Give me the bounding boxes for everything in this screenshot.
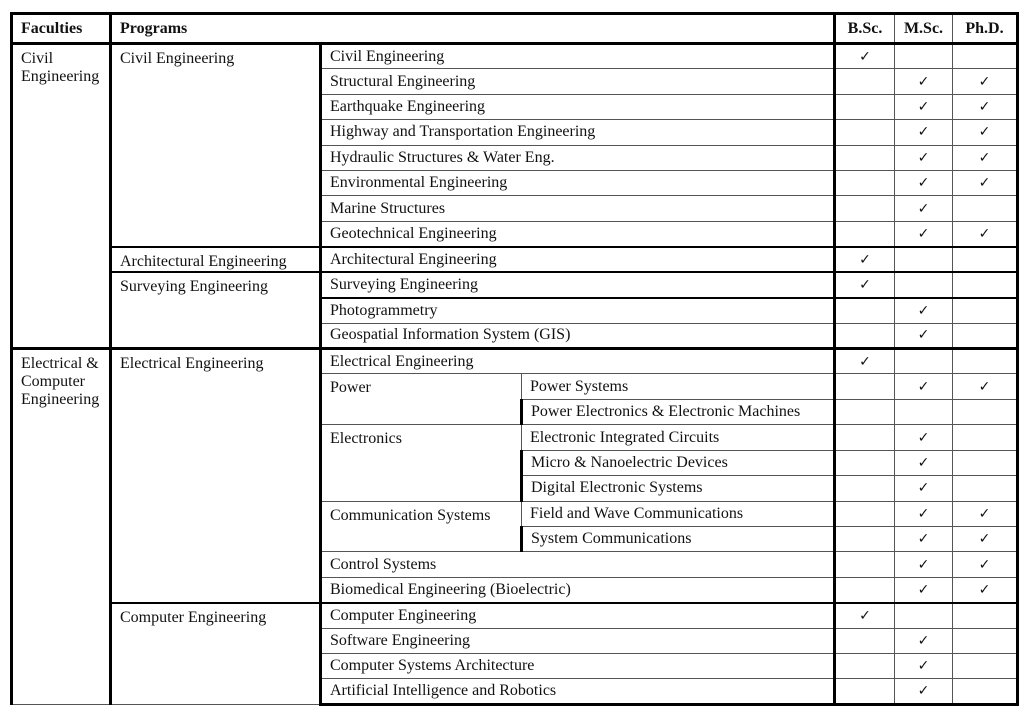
phd-cell: ✓ xyxy=(953,171,1018,196)
table-row xyxy=(12,247,1018,273)
phd-cell xyxy=(953,603,1018,628)
msc-cell xyxy=(895,399,953,424)
bsc-cell xyxy=(835,552,895,577)
phd-cell: ✓ xyxy=(953,526,1018,551)
department-name: Electrical Engineering xyxy=(111,349,321,603)
sub-program-name: Field and Wave Communications xyxy=(522,501,835,526)
bsc-cell: ✓ xyxy=(835,247,895,273)
program-name: Surveying Engineering xyxy=(321,272,835,297)
msc-cell: ✓ xyxy=(895,450,953,475)
phd-cell xyxy=(953,44,1018,69)
phd-cell: ✓ xyxy=(953,221,1018,246)
faculties-header: Faculties xyxy=(12,14,111,44)
msc-cell: ✓ xyxy=(895,69,953,94)
msc-cell: ✓ xyxy=(895,145,953,170)
phd-cell xyxy=(953,247,1018,273)
msc-cell xyxy=(895,44,953,69)
phd-cell: ✓ xyxy=(953,501,1018,526)
sub-program-name: Micro & Nanoelectric Devices xyxy=(522,450,835,475)
phd-cell: ✓ xyxy=(953,145,1018,170)
bsc-cell: ✓ xyxy=(835,349,895,374)
msc-cell: ✓ xyxy=(895,501,953,526)
bsc-cell xyxy=(835,94,895,119)
faculty-name: Civil Engineering xyxy=(12,44,111,349)
sub-program-name: System Communications xyxy=(522,526,835,551)
bsc-header: B.Sc. xyxy=(835,14,895,44)
sub-program-name: Power Systems xyxy=(522,374,835,399)
msc-cell: ✓ xyxy=(895,120,953,145)
phd-header: Ph.D. xyxy=(953,14,1018,44)
msc-cell: ✓ xyxy=(895,94,953,119)
phd-cell xyxy=(953,272,1018,297)
program-name: Earthquake Engineering xyxy=(321,94,835,119)
phd-cell xyxy=(953,298,1018,323)
msc-cell: ✓ xyxy=(895,374,953,399)
program-name: Computer Engineering xyxy=(321,603,835,628)
phd-cell xyxy=(953,349,1018,374)
msc-cell: ✓ xyxy=(895,577,953,602)
bsc-cell xyxy=(835,501,895,526)
table-row xyxy=(12,272,1018,297)
msc-cell xyxy=(895,247,953,273)
program-name: Artificial Intelligence and Robotics xyxy=(321,679,835,705)
bsc-cell xyxy=(835,374,895,399)
phd-cell xyxy=(953,679,1018,705)
department-name: Civil Engineering xyxy=(111,44,321,247)
sub-program-name: Digital Electronic Systems xyxy=(522,476,835,501)
sub-program-name: Power Electronics & Electronic Machines xyxy=(522,399,835,424)
bsc-cell xyxy=(835,221,895,246)
phd-cell: ✓ xyxy=(953,552,1018,577)
department-name: Surveying Engineering xyxy=(111,272,321,348)
bsc-cell xyxy=(835,298,895,323)
msc-cell: ✓ xyxy=(895,298,953,323)
phd-cell: ✓ xyxy=(953,577,1018,602)
msc-header: M.Sc. xyxy=(895,14,953,44)
bsc-cell xyxy=(835,145,895,170)
program-name: Geospatial Information System (GIS) xyxy=(321,323,835,348)
phd-cell xyxy=(953,399,1018,424)
phd-cell xyxy=(953,425,1018,450)
program-name: Marine Structures xyxy=(321,196,835,221)
bsc-cell xyxy=(835,628,895,653)
faculty-name: Electrical & Computer Engineering xyxy=(12,349,111,705)
bsc-cell xyxy=(835,577,895,602)
phd-cell xyxy=(953,450,1018,475)
bsc-cell: ✓ xyxy=(835,603,895,628)
program-name: Biomedical Engineering (Bioelectric) xyxy=(321,577,835,602)
program-name: Environmental Engineering xyxy=(321,171,835,196)
msc-cell xyxy=(895,272,953,297)
program-name: Control Systems xyxy=(321,552,835,577)
bsc-cell xyxy=(835,399,895,424)
bsc-cell xyxy=(835,653,895,678)
phd-cell: ✓ xyxy=(953,94,1018,119)
bsc-cell xyxy=(835,120,895,145)
bsc-cell xyxy=(835,171,895,196)
phd-cell: ✓ xyxy=(953,374,1018,399)
msc-cell: ✓ xyxy=(895,425,953,450)
program-name: Hydraulic Structures & Water Eng. xyxy=(321,145,835,170)
program-name: Photogrammetry xyxy=(321,298,835,323)
bsc-cell xyxy=(835,526,895,551)
msc-cell: ✓ xyxy=(895,653,953,678)
department-name: Architectural Engineering xyxy=(111,247,321,273)
phd-cell xyxy=(953,196,1018,221)
programs-header: Programs xyxy=(111,14,835,44)
bsc-cell: ✓ xyxy=(835,44,895,69)
msc-cell: ✓ xyxy=(895,628,953,653)
header-row xyxy=(12,14,1018,44)
msc-cell xyxy=(895,349,953,374)
program-name: Structural Engineering xyxy=(321,69,835,94)
table-row xyxy=(12,44,1018,69)
program-group: Electronics xyxy=(321,425,522,501)
program-name: Computer Systems Architecture xyxy=(321,653,835,678)
msc-cell: ✓ xyxy=(895,221,953,246)
msc-cell: ✓ xyxy=(895,476,953,501)
program-name: Architectural Engineering xyxy=(321,247,835,273)
program-group: Power xyxy=(321,374,522,425)
program-name: Software Engineering xyxy=(321,628,835,653)
phd-cell: ✓ xyxy=(953,69,1018,94)
bsc-cell xyxy=(835,450,895,475)
msc-cell: ✓ xyxy=(895,323,953,348)
bsc-cell: ✓ xyxy=(835,272,895,297)
department-name: Computer Engineering xyxy=(111,603,321,705)
bsc-cell xyxy=(835,679,895,705)
phd-cell xyxy=(953,653,1018,678)
bsc-cell xyxy=(835,476,895,501)
msc-cell: ✓ xyxy=(895,171,953,196)
program-name: Geotechnical Engineering xyxy=(321,221,835,246)
phd-cell xyxy=(953,476,1018,501)
bsc-cell xyxy=(835,69,895,94)
msc-cell: ✓ xyxy=(895,196,953,221)
bsc-cell xyxy=(835,425,895,450)
bsc-cell xyxy=(835,323,895,348)
phd-cell: ✓ xyxy=(953,120,1018,145)
sub-program-name: Electronic Integrated Circuits xyxy=(522,425,835,450)
phd-cell xyxy=(953,628,1018,653)
table-row xyxy=(12,349,1018,374)
program-name: Highway and Transportation Engineering xyxy=(321,120,835,145)
msc-cell: ✓ xyxy=(895,552,953,577)
msc-cell: ✓ xyxy=(895,679,953,705)
msc-cell xyxy=(895,603,953,628)
program-group: Communication Systems xyxy=(321,501,522,552)
program-name: Electrical Engineering xyxy=(321,349,835,374)
programs-table xyxy=(10,12,1019,706)
msc-cell: ✓ xyxy=(895,526,953,551)
table-body xyxy=(12,44,1018,705)
table-row xyxy=(12,603,1018,628)
bsc-cell xyxy=(835,196,895,221)
phd-cell xyxy=(953,323,1018,348)
program-name: Civil Engineering xyxy=(321,44,835,69)
